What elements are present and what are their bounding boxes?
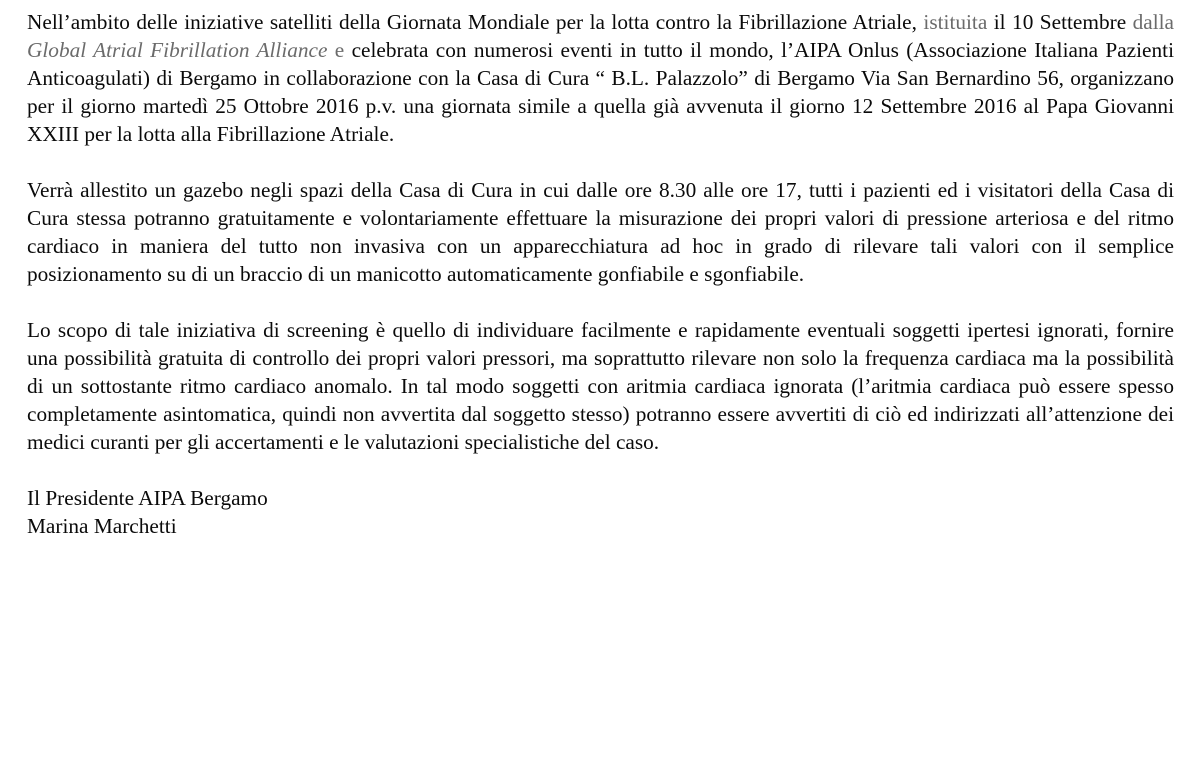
paragraph-gazebo: Verrà allestito un gazebo negli spazi della Casa di Cura in cui dalle ore 8.30 alle ore 17, tutti i pazienti ed i visitatori della Casa di Cura stessa potranno gratuitamente e volontariamente effettuare la misurazione dei propri valori di pressione arteriosa e del ritmo cardiaco in maniera del tutto non invasiva con un apparecchiatura ad hoc in grado di rilevare tali valori con il semplice posizionamento su di un braccio di un manicotto automaticamente gonfiabile e sgonfiabile.: [27, 178, 1174, 286]
paragraph-spacer: [27, 456, 1174, 484]
signature-title: Il Presidente AIPA Bergamo: [27, 486, 268, 510]
paragraph-intro: [27, 8, 1174, 148]
paragraph-purpose: Lo scopo di tale iniziativa di screening è quello di individuare facilmente e rapidamente eventuali soggetti ipertesi ignorati, fornire una possibilità gratuita di controllo dei propri valori pressori, ma soprattutto rilevare non solo la frequenza cardiaca ma la possibilità di un sottostante ritmo cardiaco anomalo. In tal modo soggetti con aritmia cardiaca ignorata (l’aritmia cardiaca può essere spesso completamente asintomatica, quindi non avvertita dal soggetto stesso) potranno essere avvertiti di ciò ed indirizzati all’attenzione dei medici curanti per gli accertamenti e le valutazioni specialistiche del caso.: [27, 318, 1174, 454]
signature-name: Marina Marchetti: [27, 514, 177, 538]
paragraph-spacer: [27, 288, 1174, 316]
intro-text-date: il 10 Settembre: [987, 10, 1133, 34]
intro-text-istituita: istituita: [923, 10, 988, 34]
intro-text-e: e: [327, 38, 345, 62]
intro-text-alliance-name: Global Atrial Fibrillation Alliance: [27, 38, 328, 62]
intro-text-start: Nell’ambito delle iniziative satelliti della Giornata Mondiale per la lotta contro la Fibrillazione Atriale,: [27, 10, 924, 34]
intro-text-rest: celebrata con numerosi eventi in tutto il mondo, l’AIPA Onlus (Associazione Italiana Pazienti Anticoagulati) di Bergamo in collaborazione con la Casa di Cura “ B.L. Palazzolo” di Bergamo Via San Bernardino 56, organizzano per il giorno martedì 25 Ottobre 2016 p.v. una giornata simile a quella già avvenuta il giorno 12 Settembre 2016 al Papa Giovanni XXIII per la lotta alla Fibrillazione Atriale.: [27, 38, 1174, 146]
paragraph-spacer: [27, 148, 1174, 176]
intro-text-dalla: dalla: [1132, 10, 1174, 34]
